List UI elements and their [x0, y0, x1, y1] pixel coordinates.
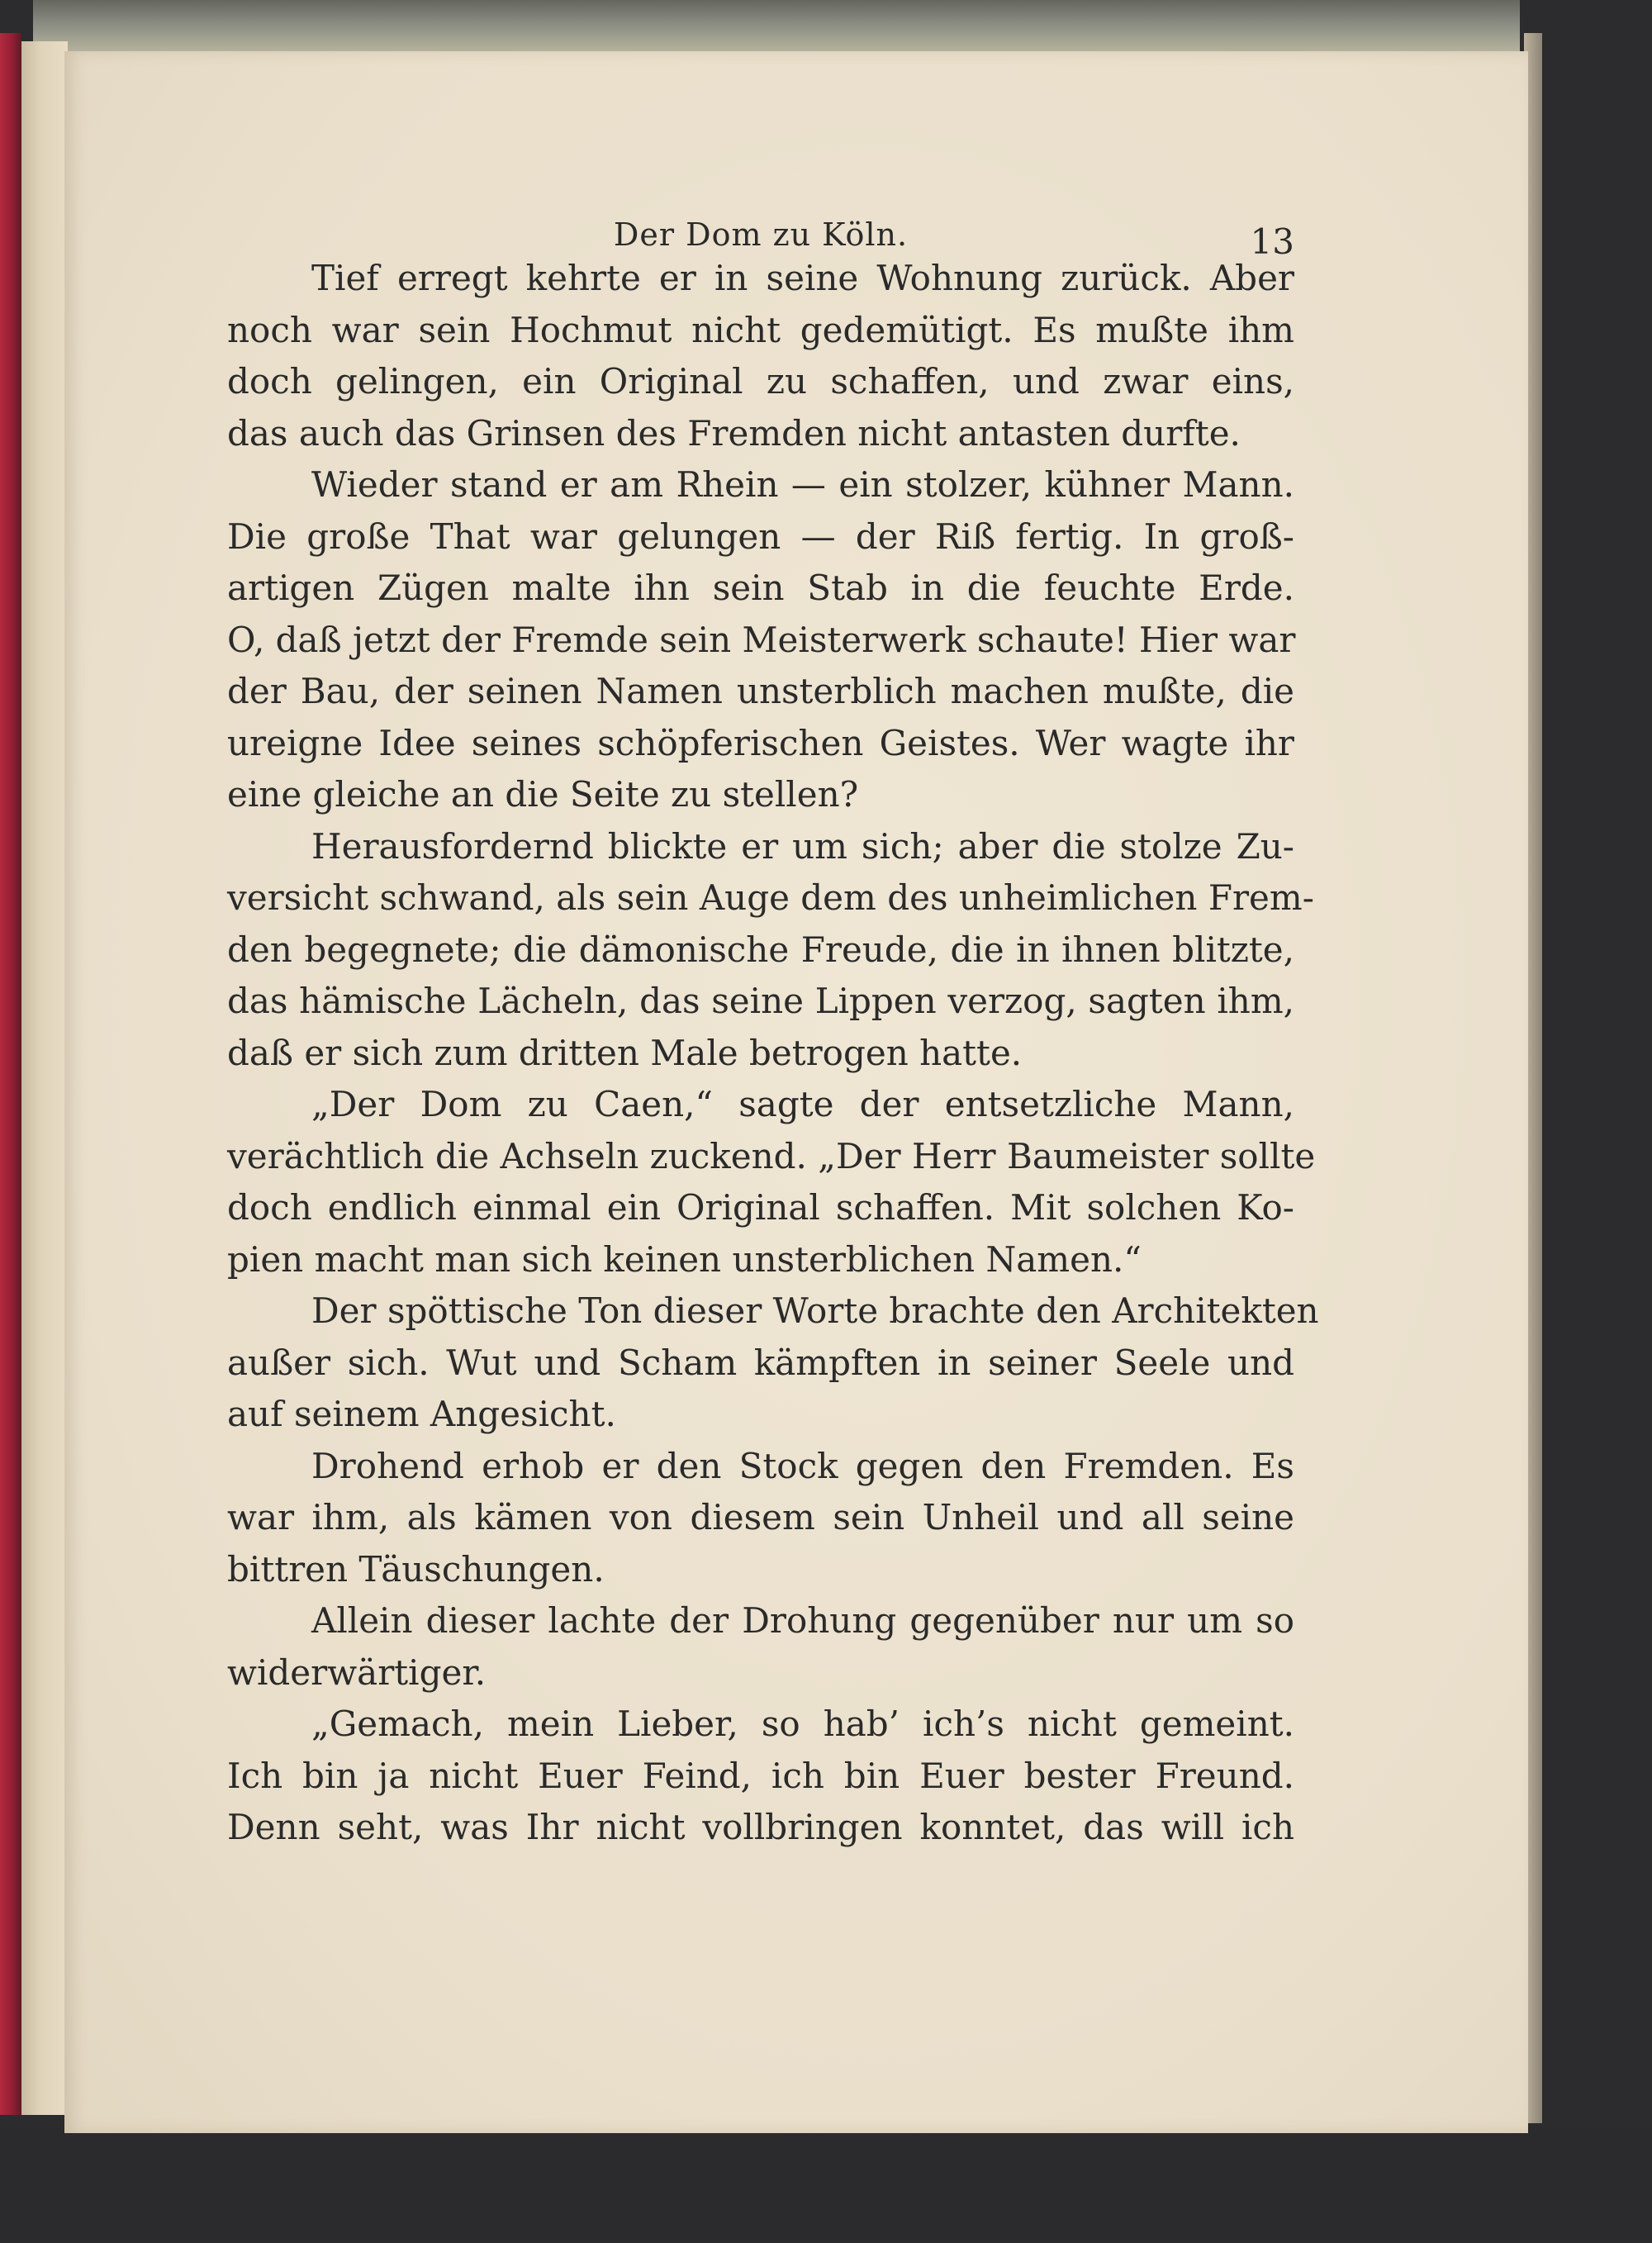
text-line: O, daß jetzt der Fremde sein Meisterwerk schaute! Hier war [227, 619, 1296, 660]
text-line: auf seinem Angesicht. [227, 1394, 616, 1434]
text-line: Denn seht, was Ihr nicht vollbringen konntet, das will ich [227, 1807, 1294, 1847]
text-line: Der spöttische Ton dieser Worte brachte den Architekten [311, 1290, 1319, 1331]
background [0, 2127, 1652, 2243]
text-line: eine gleiche an die Seite zu stellen? [227, 774, 859, 815]
text-line: bittren Täuschungen. [227, 1548, 605, 1590]
text-line: außer sich. Wut und Scham kämpften in seiner Seele und [227, 1342, 1294, 1383]
text-line: pien macht man sich keinen unsterblichen Namen.“ [227, 1238, 1142, 1280]
text-line: „Gemach, mein Lieber, so hab’ ich’s nicht gemeint. [311, 1704, 1294, 1744]
page-content [227, 162, 1319, 1854]
running-title: Der Dom zu Köln. [613, 216, 909, 253]
text-line: das auch das Grinsen des Fremden nicht antasten durfte. [227, 412, 1241, 454]
page-number: 13 [1250, 221, 1294, 262]
text-line: Tief erregt kehrte er in seine Wohnung zurück. Aber [311, 258, 1294, 298]
text-line: widerwärtiger. [227, 1651, 487, 1693]
book-spine-binding [0, 33, 21, 2115]
text-line: der Bau, der seinen Namen unsterblich machen mußte, die [227, 671, 1294, 711]
text-line: war ihm, als kämen von diesem sein Unheil und all seine [227, 1497, 1294, 1537]
page-header [227, 162, 1294, 262]
text-line: Ich bin ja nicht Euer Feind, ich bin Euer bester Freund. [227, 1755, 1294, 1796]
text-line: daß er sich zum dritten Male betrogen hatte. [227, 1032, 1023, 1073]
text-line: das hämische Lächeln, das seine Lippen verzog, sagten ihm, [227, 981, 1294, 1021]
page-gutter [21, 41, 68, 2115]
text-line: Die große That war gelungen — der Riß fertig. In groß- [227, 516, 1294, 557]
text-line: versicht schwand, als sein Auge dem des unheimlichen Frem- [227, 877, 1314, 918]
text-line: verächtlich die Achseln zuckend. „Der Herr Baumeister sollte [227, 1135, 1316, 1176]
text-line: den begegnete; die dämonische Freude, die in ihnen blitzte, [227, 929, 1294, 970]
text-line: Wieder stand er am Rhein — ein stolzer, kühner Mann. [311, 464, 1294, 505]
text-line: Herausfordernd blickte er um sich; aber die stolze Zu- [311, 825, 1294, 867]
text-line: Drohend erhob er den Stock gegen den Fremden. Es [311, 1445, 1294, 1486]
text-line: doch gelingen, ein Original zu schaffen, und zwar eins, [227, 361, 1294, 402]
text-line: ureigne Idee seines schöpferischen Geistes. Wer wagte ihr [227, 722, 1294, 763]
text-line: „Der Dom zu Caen,“ sagte der entsetzliche Mann, [311, 1084, 1294, 1124]
text-line: Allein dieser lachte der Drohung gegenüber nur um so [311, 1600, 1294, 1641]
text-line: noch war sein Hochmut nicht gedemütigt. Es mußte ihm [227, 309, 1294, 350]
text-line: doch endlich einmal ein Original schaffen. Mit solchen Ko- [227, 1187, 1294, 1228]
text-line: artigen Zügen malte ihn sein Stab in die feuchte Erde. [227, 568, 1294, 608]
